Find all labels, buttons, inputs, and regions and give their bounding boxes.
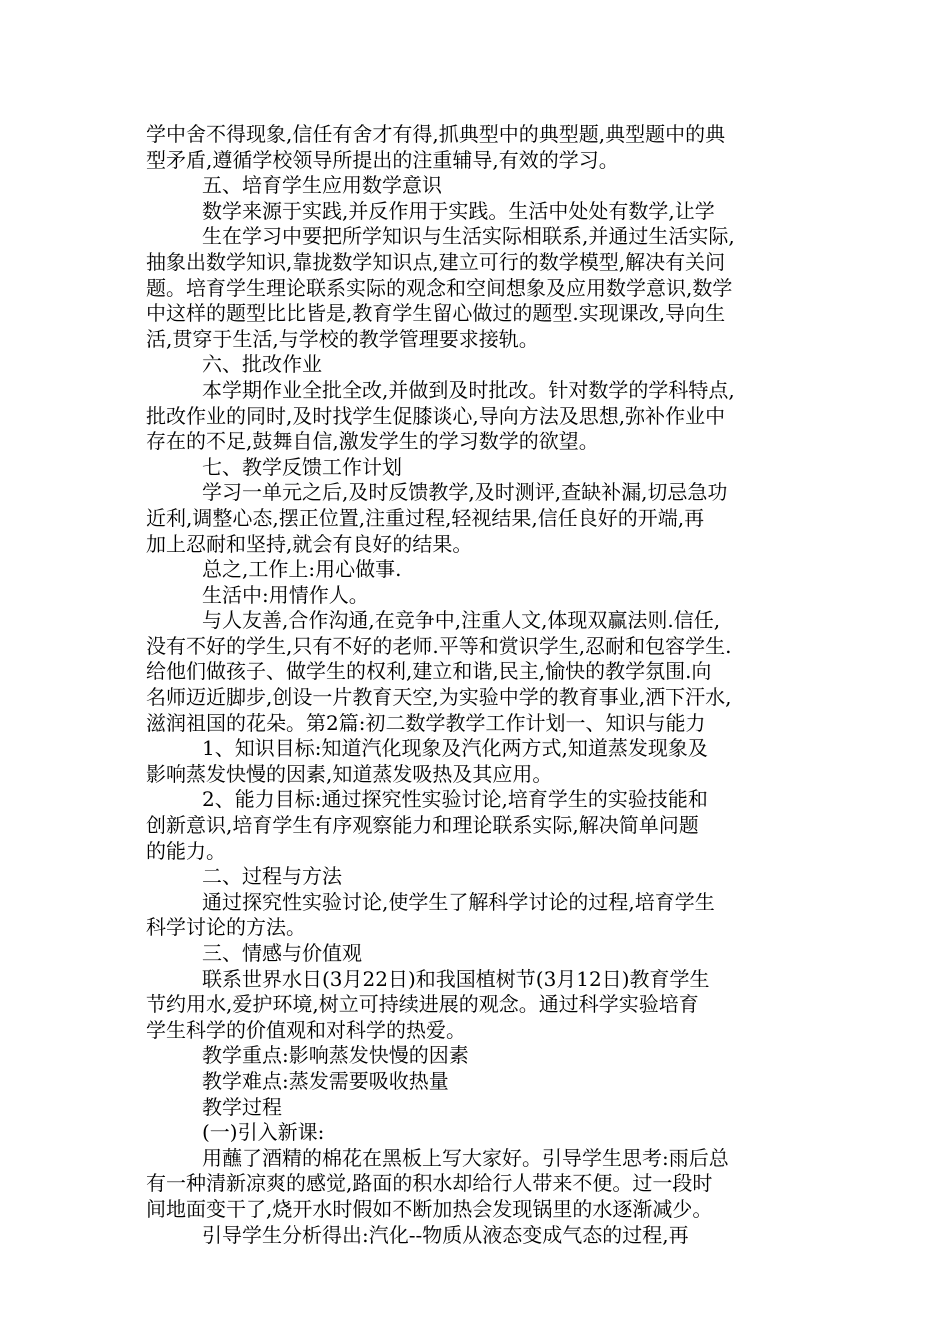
text-line: 生活中:用情作人。 <box>202 582 369 607</box>
text-line: 节约用水,爱护环境,树立可持续进展的观念。通过科学实验培育 <box>146 992 699 1017</box>
document-body <box>146 122 814 1248</box>
section-heading: 七、教学反馈工作计划 <box>202 454 402 479</box>
text-line: 引导学生分析得出:汽化--物质从液态变成气态的过程,再 <box>202 1222 689 1247</box>
text-line: 滋润祖国的花朵。第2篇:初二数学教学工作计划一、知识与能力 <box>146 710 706 735</box>
text-line: 影响蒸发快慢的因素,知道蒸发吸热及其应用。 <box>146 761 553 786</box>
section-heading: 三、情感与价值观 <box>202 941 362 965</box>
text-line: 创新意识,培育学生有序观察能力和理论联系实际,解决简单问题 <box>146 813 699 838</box>
text-line: 中这样的题型比比皆是,教育学生留心做过的题型.实现课改,导向生 <box>146 301 726 326</box>
text-line: 生在学习中要把所学知识与生活实际相联系,并通过生活实际, <box>202 224 735 249</box>
text-line: 型矛盾,遵循学校领导所提出的注重辅导,有效的学习。 <box>146 147 619 172</box>
text-line: 间地面变干了,烧开水时假如不断加热会发现锅里的水逐渐减少。 <box>146 1196 713 1221</box>
text-line: 的能力。 <box>146 838 226 863</box>
text-line: 科学讨论的方法。 <box>146 915 306 940</box>
text-line: 用蘸了酒精的棉花在黑板上写大家好。引导学生思考:雨后总 <box>202 1145 729 1170</box>
text-line: 联系世界水日(3月22日)和我国植树节(3月12日)教育学生 <box>202 966 710 991</box>
text-line: 通过探究性实验讨论,使学生了解科学讨论的过程,培育学生 <box>202 889 715 914</box>
text-line: 加上忍耐和坚持,就会有良好的结果。 <box>146 531 473 556</box>
text-line: 本学期作业全批全改,并做到及时批改。针对数学的学科特点, <box>202 377 735 402</box>
text-line: 名师迈近脚步,创设一片教育天空,为实验中学的教育事业,洒下汗水, <box>146 685 732 710</box>
text-line: 给他们做孩子、做学生的权利,建立和谐,民主,愉快的教学氛围.向 <box>146 659 712 684</box>
text-line: 总之,工作上:用心做事. <box>202 557 402 582</box>
text-line: 题。培育学生理论联系实际的观念和空间想象及应用数学意识,数学 <box>146 275 733 300</box>
text-line: 批改作业的同时,及时找学生促膝谈心,导向方法及思想,弥补作业中 <box>146 403 726 428</box>
text-line: 存在的不足,鼓舞自信,激发学生的学习数学的欲望。 <box>146 429 599 454</box>
section-heading: 二、过程与方法 <box>202 864 342 889</box>
text-line: 近利,调整心态,摆正位置,注重过程,轻视结果,信任良好的开端,再 <box>146 505 705 530</box>
text-line: 学生科学的价值观和对科学的热爱。 <box>146 1017 466 1042</box>
text-line: 1、知识目标:知道汽化现象及汽化两方式,知道蒸发现象及 <box>202 736 708 761</box>
text-line: (一)引入新课: <box>202 1120 325 1145</box>
text-line: 教学重点:影响蒸发快慢的因素 <box>202 1043 469 1068</box>
text-line: 教学难点:蒸发需要吸收热量 <box>202 1068 449 1093</box>
text-line: 活,贯穿于生活,与学校的教学管理要求接轨。 <box>146 326 539 351</box>
text-line: 学习一单元之后,及时反馈教学,及时测评,查缺补漏,切忌急功 <box>202 480 728 505</box>
text-line: 教学过程 <box>202 1094 282 1119</box>
text-line: 有一种清新凉爽的感觉,路面的积水却给行人带来不便。过一段时 <box>146 1171 713 1196</box>
section-heading: 五、培育学生应用数学意识 <box>202 173 442 198</box>
text-line: 没有不好的学生,只有不好的老师.平等和赏识学生,忍耐和包容学生. <box>146 633 732 658</box>
text-line: 数学来源于实践,并反作用于实践。生活中处处有数学,让学 <box>202 198 715 223</box>
text-line: 与人友善,合作沟通,在竞争中,注重人文,体现双赢法则.信任, <box>202 608 721 633</box>
section-heading: 六、批改作业 <box>202 352 322 377</box>
text-line: 抽象出数学知识,靠拢数学知识点,建立可行的数学模型,解决有关问 <box>146 249 726 274</box>
text-line: 2、能力目标:通过探究性实验讨论,培育学生的实验技能和 <box>202 787 708 812</box>
text-line: 学中舍不得现象,信任有舍才有得,抓典型中的典型题,典型题中的典 <box>146 122 726 146</box>
